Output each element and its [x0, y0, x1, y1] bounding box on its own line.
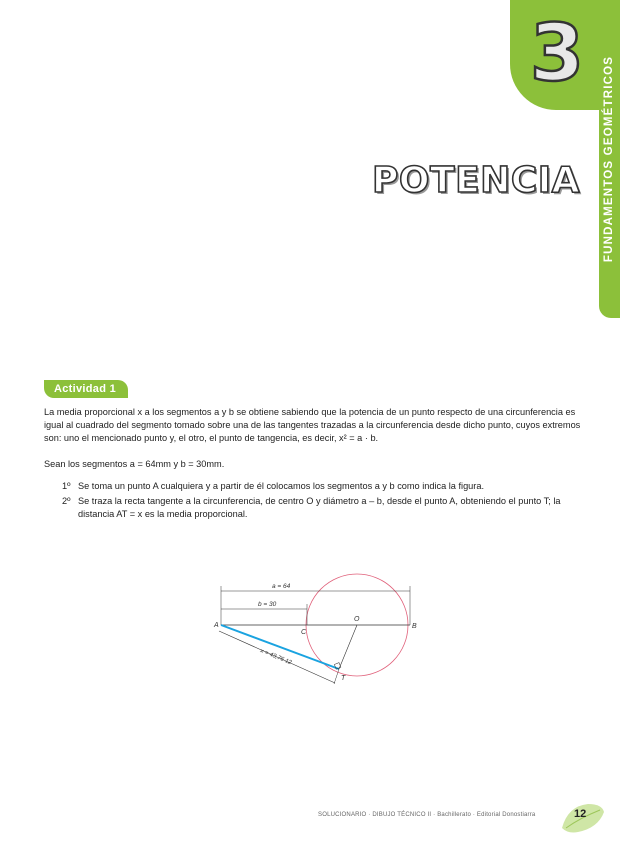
label-point-a: A — [214, 622, 219, 629]
label-point-b: B — [412, 623, 417, 630]
geometry-figure — [200, 568, 430, 688]
activity-intro: La media proporcional x a los segmentos a y b se obtiene sabiendo que la potencia de un punto respecto de una circunferencia es igual al cuadrado del segmento tomado sobre una de las tangentes trazadas a la circunferencia desde dicho punto, cuyos extremos son: uno el mencionado punto y, el otro, el punto de tangencia, es decir, x² = a · b. — [44, 407, 581, 443]
step-2-text: Se traza la recta tangente a la circunferencia, de centro O y diámetro a – b, desde el punto A, obteniendo el punto T; la distancia AT = x es la media proporcional. — [78, 496, 561, 519]
page-number: 12 — [574, 808, 587, 820]
chapter-number: 3 — [529, 9, 585, 99]
page-title: POTENCIA — [372, 160, 580, 201]
activity-badge: Actividad 1 — [44, 380, 128, 398]
activity-given: Sean los segmentos a = 64mm y b = 30mm. — [44, 459, 225, 469]
step-2 — [62, 495, 592, 521]
label-dim-a: a = 64 — [272, 583, 291, 590]
radius-ot — [339, 625, 357, 669]
label-point-c: C — [301, 629, 307, 636]
step-1-number: 1º — [62, 481, 71, 491]
label-point-t: T — [341, 675, 346, 682]
step-2-number: 2º — [62, 496, 71, 506]
side-label-wrap — [599, 0, 620, 318]
footer-text: SOLUCIONARIO · DIBUJO TÉCNICO II · Bachillerato · Editorial Donostiarra — [318, 812, 536, 818]
label-dim-x: x = 43,76 12 — [259, 648, 293, 667]
tangent-line — [221, 625, 339, 669]
label-dim-b: b = 30 — [258, 601, 277, 608]
label-point-o: O — [354, 616, 360, 623]
side-label: FUNDAMENTOS GEOMÉTRICOS — [603, 55, 616, 263]
step-1 — [62, 480, 592, 493]
step-1-text: Se toma un punto A cualquiera y a partir de él colocamos los segmentos a y b como indica la figura. — [78, 481, 485, 491]
